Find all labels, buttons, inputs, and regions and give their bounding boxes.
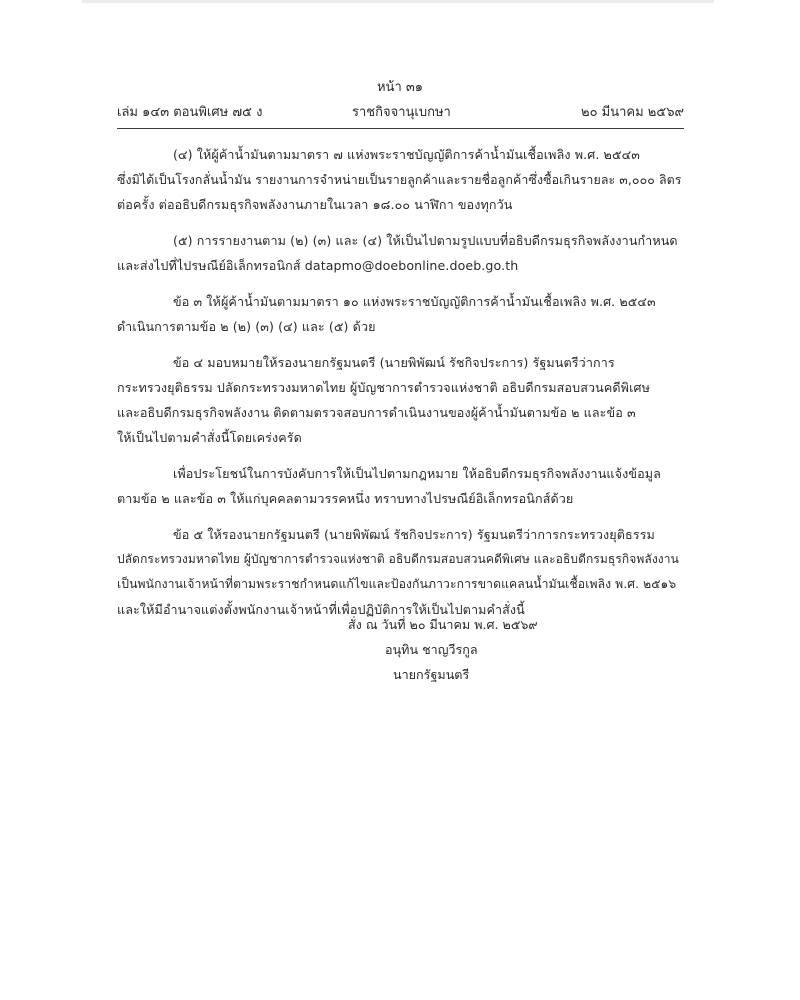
paragraph-line: และอธิบดีกรมธุรกิจพลังงาน ติดตามตรวจสอบการดำเนินงานของผู้ค้าน้ำมันตามข้อ ๒ และข้อ ๓	[117, 405, 636, 420]
paragraph-line: ข้อ ๕ ให้รองนายกรัฐมนตรี (นายพิพัฒน์ รัชกิจประการ) รัฐมนตรีว่าการกระทรวงยุติธรรม	[173, 527, 655, 542]
order-date: สั่ง ณ วันที่ ๒๐ มีนาคม พ.ศ. ๒๕๖๙	[348, 617, 538, 632]
paragraph-line: เป็นพนักงานเจ้าหน้าที่ตามพระราชกำหนดแก้ไขและป้องกันภาวะการขาดแคลนน้ำมันเชื้อเพลิง พ.ศ. ๒๕๑๖	[117, 577, 677, 591]
header-rule	[117, 128, 684, 129]
paragraph-notification	[117, 461, 684, 511]
paragraph-line: กระทรวงยุติธรรม ปลัดกระทรวงมหาดไทย ผู้บัญชาการตำรวจแห่งชาติ อธิบดีกรมสอบสวนคดีพิเศษ	[117, 380, 650, 395]
document-body	[117, 142, 684, 633]
paragraph-line: เพื่อประโยชน์ในการบังคับการให้เป็นไปตามกฎหมาย ให้อธิบดีกรมธุรกิจพลังงานแจ้งข้อมูล	[173, 466, 661, 481]
volume-issue: เล่ม ๑๔๓ ตอนพิเศษ ๗๕ ง	[117, 105, 263, 120]
paragraph-line: ข้อ ๓ ให้ผู้ค้าน้ำมันตามมาตรา ๑๐ แห่งพระราชบัญญัติการค้าน้ำมันเชื้อเพลิง พ.ศ. ๒๕๔๓	[173, 294, 656, 309]
gazette-header	[117, 104, 684, 124]
paragraph-line: ปลัดกระทรวงมหาดไทย ผู้บัญชาการตำรวจแห่งชาติ อธิบดีกรมสอบสวนคดีพิเศษ และอธิบดีกรมธุรกิจพลังงาน	[117, 552, 679, 566]
paragraph-line: ต่อครั้ง ต่ออธิบดีกรมธุรกิจพลังงานภายในเวลา ๑๘.๐๐ นาฬิกา ของทุกวัน	[117, 197, 513, 212]
signatory-name: อนุทิน ชาญวีรกูล	[385, 642, 478, 657]
page-number: หน้า ๓๑	[376, 80, 424, 95]
paragraph-line: ให้เป็นไปตามคำสั่งนี้โดยเคร่งครัด	[117, 430, 302, 445]
paragraph-clause-5	[117, 522, 684, 622]
paragraph-line: (๕) การรายงานตาม (๒) (๓) และ (๔) ให้เป็นไปตามรูปแบบที่อธิบดีกรมธุรกิจพลังงานกำหนด	[173, 233, 678, 248]
paragraph-line: (๔) ให้ผู้ค้าน้ำมันตามมาตรา ๗ แห่งพระราชบัญญัติการค้าน้ำมันเชื้อเพลิง พ.ศ. ๒๕๔๓	[173, 147, 640, 162]
paragraph-line: ข้อ ๔ มอบหมายให้รองนายกรัฐมนตรี (นายพิพัฒน์ รัชกิจประการ) รัฐมนตรีว่าการ	[173, 355, 615, 370]
paragraph-item-5	[117, 228, 684, 278]
paragraph-item-4	[117, 142, 684, 217]
paragraph-line: ดำเนินการตามข้อ ๒ (๒) (๓) (๔) และ (๕) ด้วย	[117, 319, 376, 334]
paragraph-line: ซึ่งมิได้เป็นโรงกลั่นน้ำมัน รายงานการจำหน่ายเป็นรายลูกค้าและรายชื่อลูกค้าซึ่งซื้อเกินรายละ ๓,๐๐๐ ลิตร	[117, 172, 682, 187]
gazette-title: ราชกิจจานุเบกษา	[352, 105, 451, 120]
paragraph-line: และให้มีอำนาจแต่งตั้งพนักงานเจ้าหน้าที่เพื่อปฏิบัติการให้เป็นไปตามคำสั่งนี้	[117, 602, 525, 617]
paragraph-line: และส่งไปที่ไปรษณีย์อิเล็กทรอนิกส์ datapmo@doebonline.doeb.go.th	[117, 258, 519, 273]
top-border-line	[82, 0, 714, 3]
paragraph-clause-3	[117, 289, 684, 339]
paragraph-line: ตามข้อ ๒ และข้อ ๓ ให้แก่บุคคลตามวรรคหนึ่ง ทราบทางไปรษณีย์อิเล็กทรอนิกส์ด้วย	[117, 491, 574, 506]
paragraph-clause-4	[117, 350, 684, 450]
signatory-title: นายกรัฐมนตรี	[393, 667, 470, 682]
publication-date: ๒๐ มีนาคม ๒๕๖๙	[581, 105, 684, 120]
